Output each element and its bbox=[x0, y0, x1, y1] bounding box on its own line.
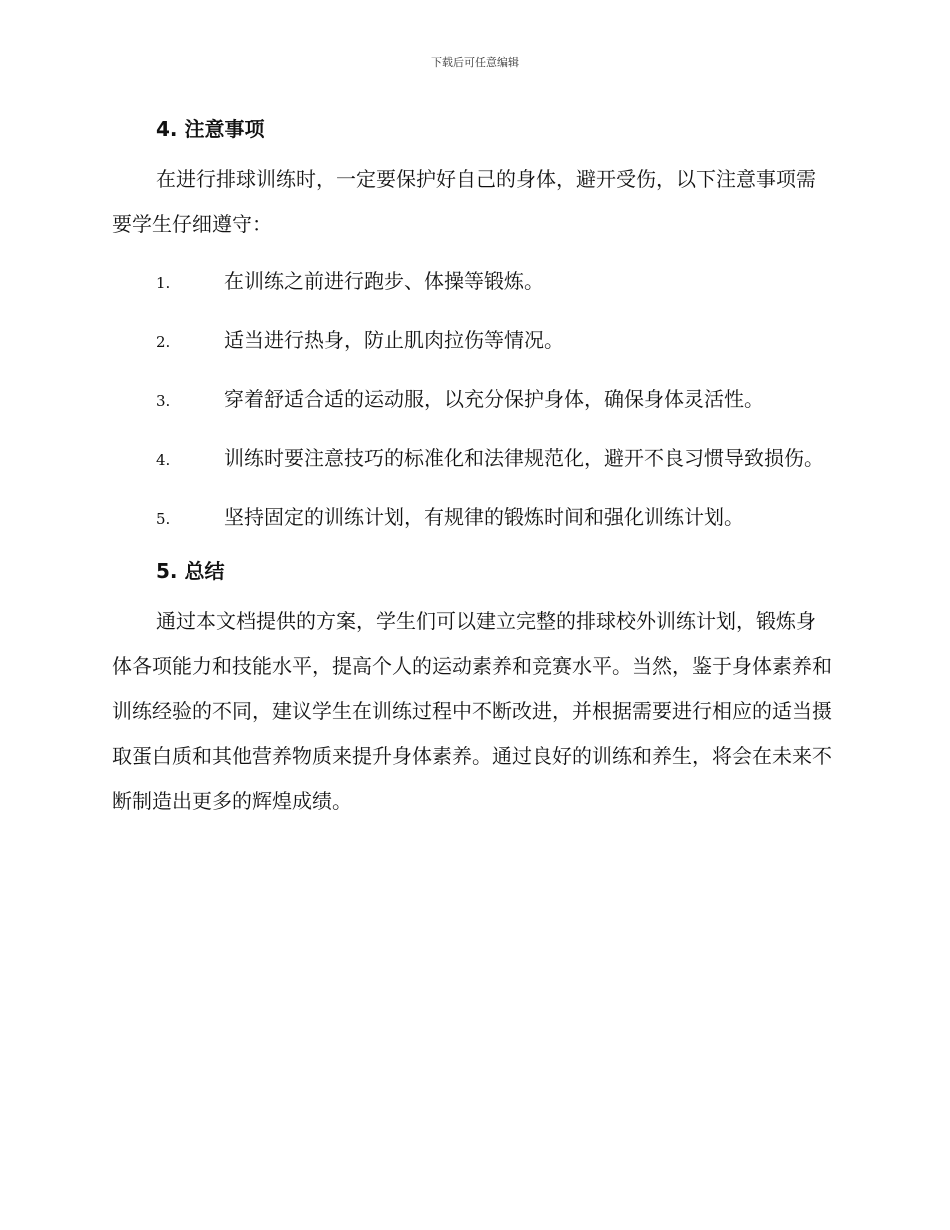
list-item bbox=[112, 318, 832, 365]
list-item-number: 5. bbox=[156, 510, 171, 528]
list-item-text: 训练时要注意技巧的标准化和法律规范化，避开不良习惯导致损伤。 bbox=[224, 446, 824, 470]
list-item bbox=[112, 377, 832, 424]
list-item-number: 2. bbox=[156, 333, 171, 351]
document-body bbox=[112, 112, 832, 824]
list-item-number: 4. bbox=[156, 451, 171, 469]
list-item-text: 在训练之前进行跑步、体操等锻炼。 bbox=[224, 269, 544, 293]
page-header-note: 下载后可任意编辑 bbox=[431, 56, 519, 69]
list-item-text: 适当进行热身，防止肌肉拉伤等情况。 bbox=[224, 328, 564, 352]
section-heading-precautions: 4. 注意事项 bbox=[156, 117, 265, 141]
list-item bbox=[112, 259, 832, 306]
precautions-intro-paragraph: 在进行排球训练时，一定要保护好自己的身体，避开受伤，以下注意事项需要学生仔细遵守： bbox=[112, 167, 816, 236]
list-item bbox=[112, 436, 832, 483]
summary-paragraph: 通过本文档提供的方案，学生们可以建立完整的排球校外训练计划，锻炼身体各项能力和技能水平，提高个人的运动素养和竞赛水平。当然，鉴于身体素养和训练经验的不同，建议学生在训练过程中不断改进，并根据需要进行相应的适当摄取蛋白质和其他营养物质来提升身体素养。通过良好的训练和养生，将会在未来不断制造出更多的辉煌成绩。 bbox=[112, 609, 832, 813]
list-item bbox=[112, 495, 832, 542]
section-heading-summary: 5. 总结 bbox=[156, 559, 225, 583]
list-item-text: 穿着舒适合适的运动服，以充分保护身体，确保身体灵活性。 bbox=[224, 387, 764, 411]
list-item-text: 坚持固定的训练计划，有规律的锻炼时间和强化训练计划。 bbox=[224, 505, 744, 529]
list-item-number: 3. bbox=[156, 392, 171, 410]
list-item-number: 1. bbox=[156, 274, 171, 292]
